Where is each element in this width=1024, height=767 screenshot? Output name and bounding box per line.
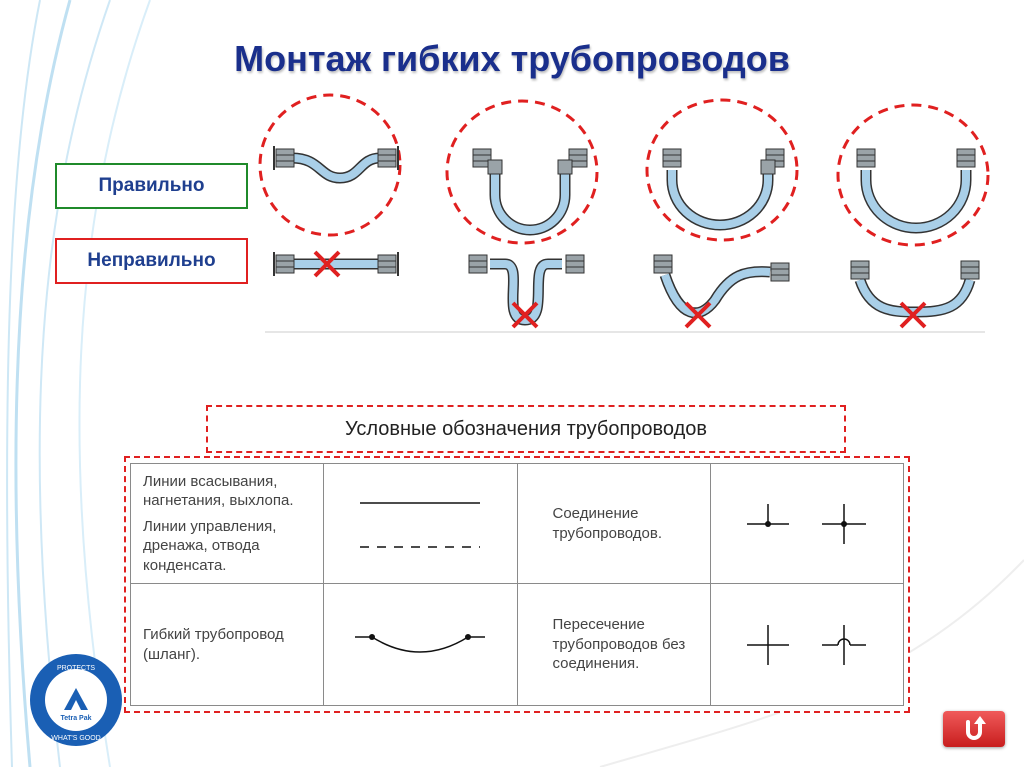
flexible-symbol bbox=[350, 625, 490, 665]
return-arrow-icon bbox=[962, 716, 986, 742]
return-button[interactable] bbox=[943, 711, 1005, 747]
connection-symbols bbox=[742, 499, 872, 549]
correct-label: Правильно bbox=[55, 163, 248, 209]
connection-symbols-cell bbox=[710, 464, 903, 584]
incorrect-label: Неправильно bbox=[55, 238, 248, 284]
legend-table bbox=[130, 463, 904, 706]
logo-brand-text: Tetra Pak bbox=[60, 715, 92, 722]
line-symbols-cell bbox=[324, 464, 517, 584]
pipe-installation-diagram bbox=[255, 90, 990, 340]
flexible-text: Гибкий трубопровод (шланг). bbox=[131, 584, 324, 706]
crossing-text: Пересечение трубопроводов без соединения. bbox=[517, 584, 710, 706]
correct-example-circle bbox=[447, 101, 597, 243]
legend-title: Условные обозначения трубопроводов bbox=[206, 405, 846, 453]
suction-line-text: Линии всасывания, нагнетания, выхлопа. bbox=[143, 472, 294, 510]
page-title: Монтаж гибких трубопроводов bbox=[234, 38, 790, 79]
tetra-pak-logo bbox=[28, 652, 124, 748]
control-line-text: Линии управления, дренажа, отвода конденсата. bbox=[143, 517, 277, 574]
connection-text: Соединение трубопроводов. bbox=[517, 464, 710, 584]
logo-arc-bottom-text: WHAT'S GOOD bbox=[51, 735, 101, 742]
crossing-symbols bbox=[742, 620, 872, 670]
crossing-symbols-cell bbox=[710, 584, 903, 706]
line-symbols bbox=[355, 489, 485, 559]
logo-arc-top-text: PROTECTS bbox=[56, 665, 96, 672]
flexible-symbol-cell bbox=[324, 584, 517, 706]
line-types-cell bbox=[131, 464, 324, 584]
